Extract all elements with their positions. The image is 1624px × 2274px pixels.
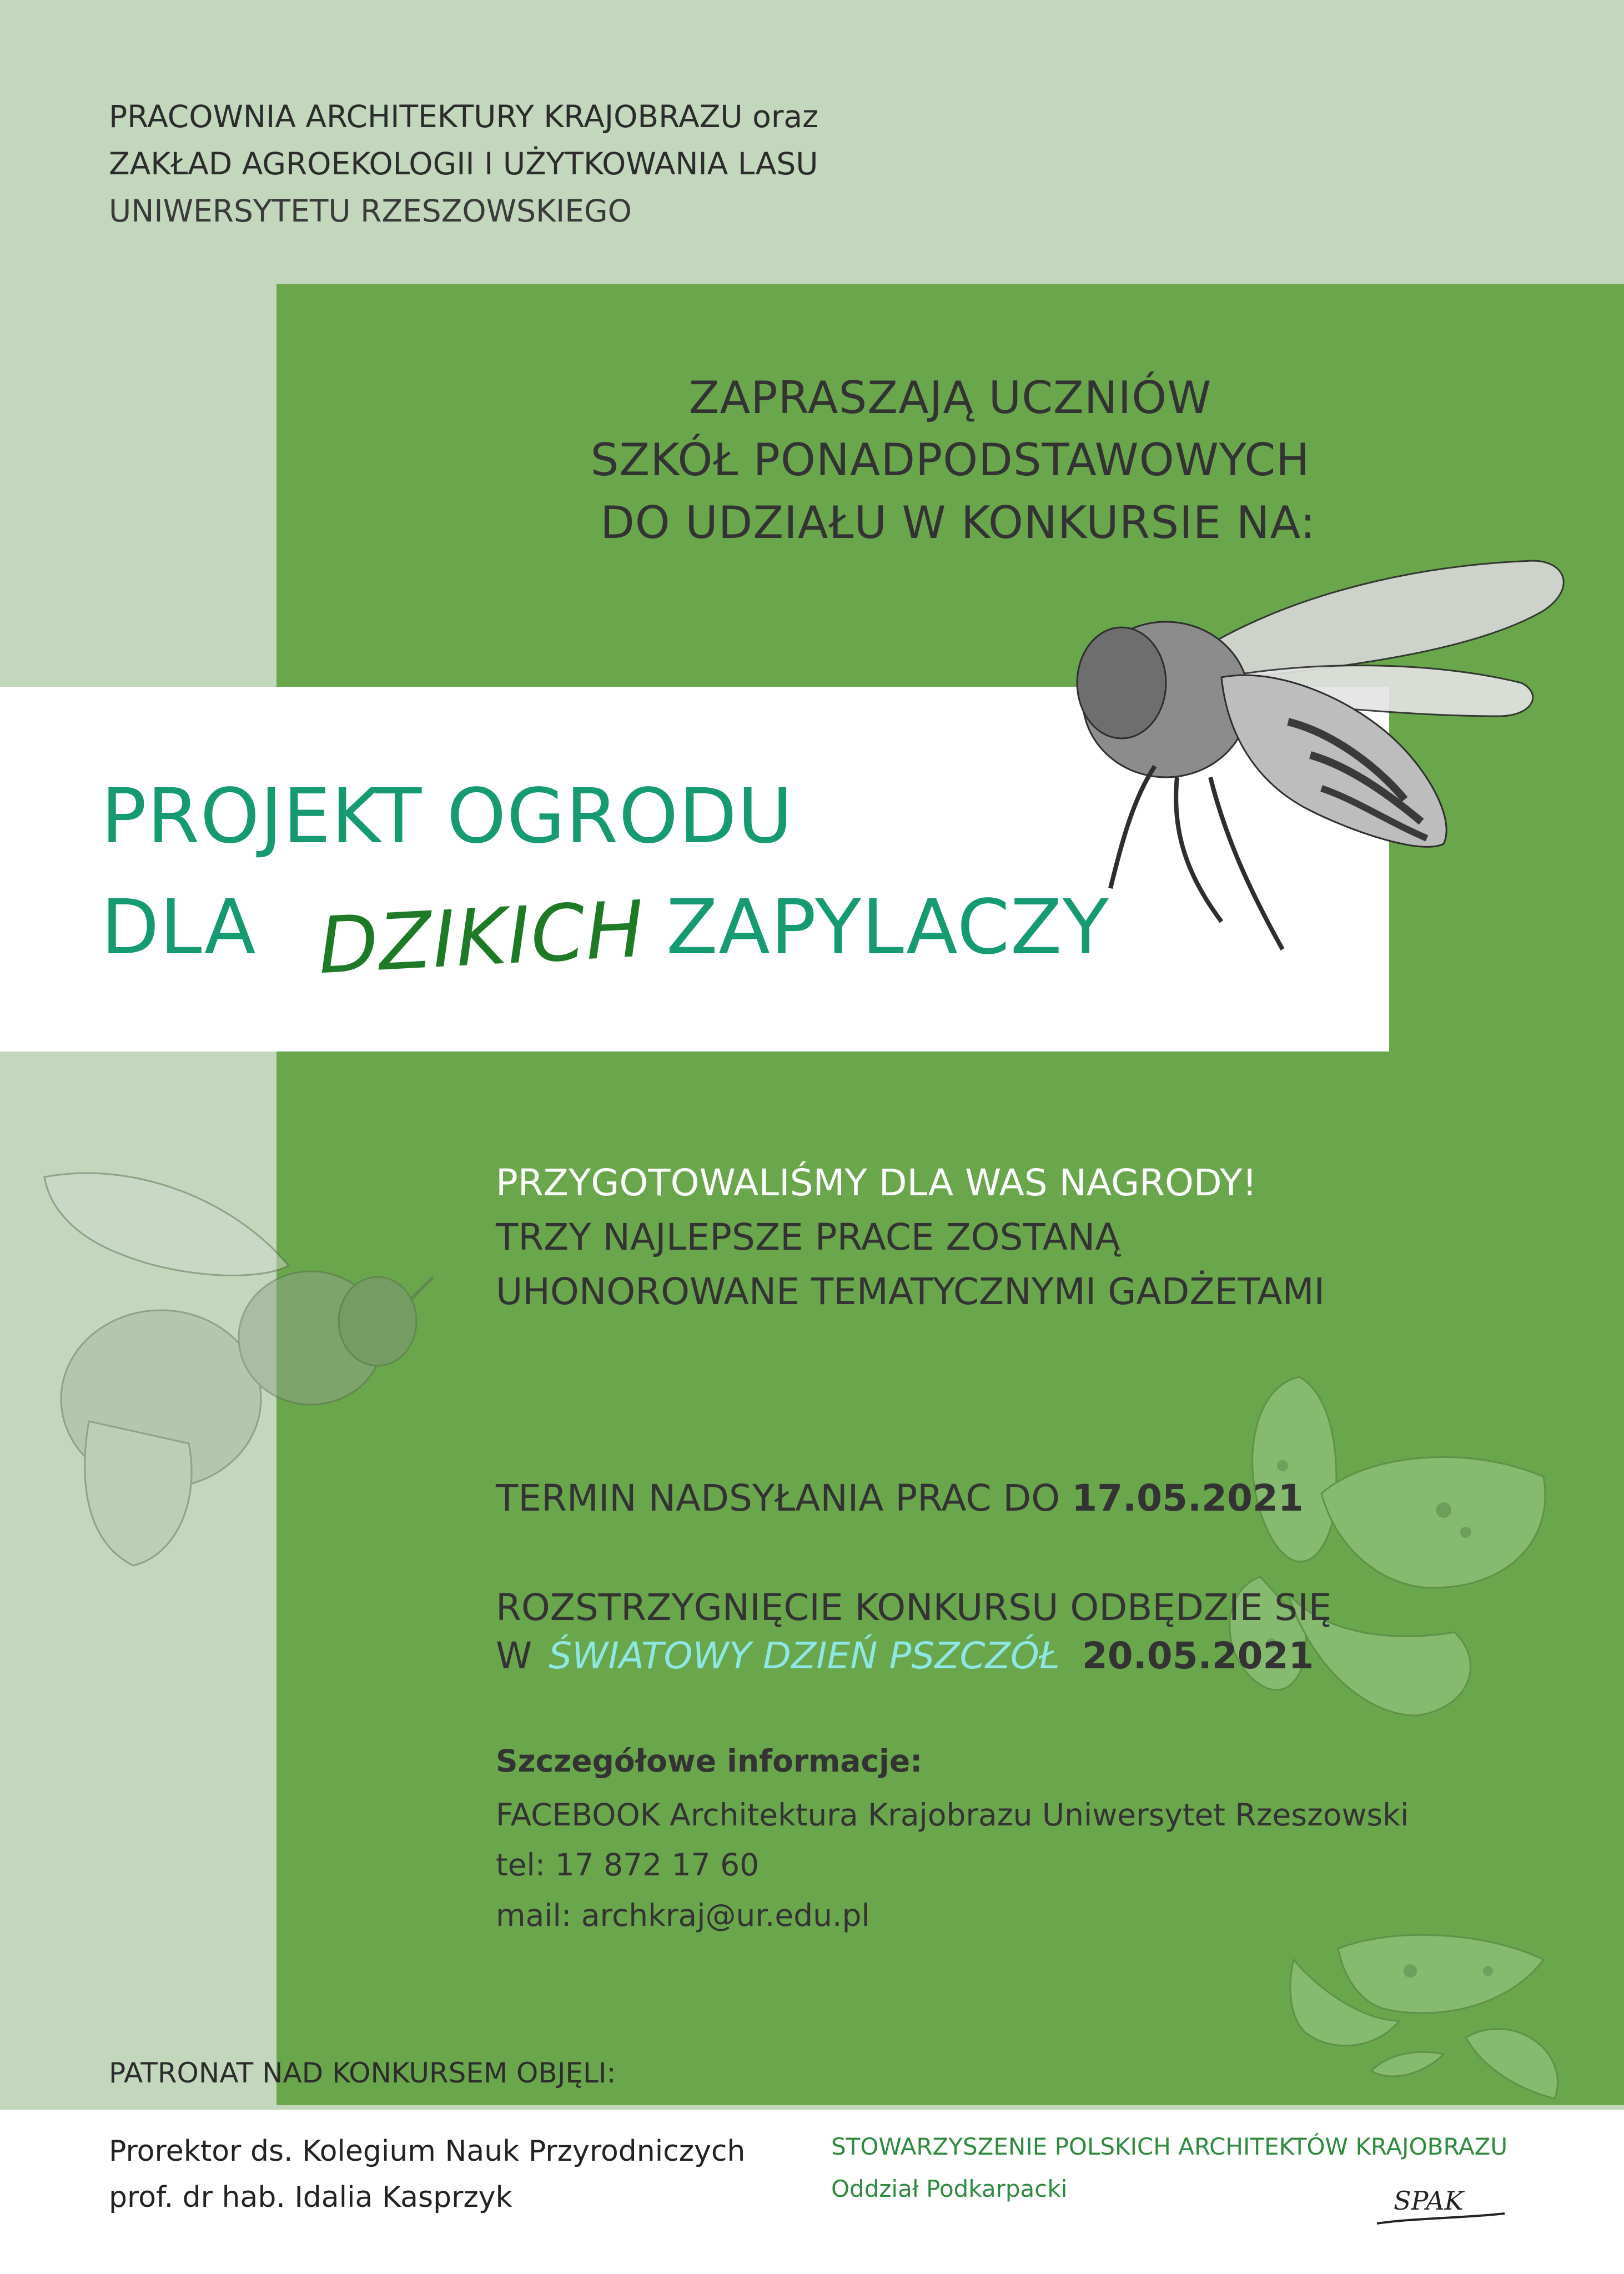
contest-title-line-2	[101, 882, 1109, 992]
contest-title-line-1: PROJEKT OGRODU	[101, 773, 793, 861]
association-name: STOWARZYSZENIE POLSKICH ARCHITEKTÓW KRAJOBRAZU	[831, 2133, 1508, 2160]
patronage-heading: PATRONAT NAD KONKURSEM OBJĘLI:	[109, 2057, 616, 2089]
butterfly-illustration-icon	[1155, 1355, 1577, 2104]
world-bee-day: ŚWIATOWY DZIEŃ PSZCZÓŁ	[549, 1634, 1060, 1677]
invitation-line-3: DO UDZIAŁU W KONKURSIE NA:	[600, 497, 1316, 549]
invitation-line-1: ZAPRASZAJĄ UCZNIÓW	[688, 372, 1212, 424]
contact-phone: tel: 17 872 17 60	[496, 1847, 760, 1883]
organizer-line-1: PRACOWNIA ARCHITEKTURY KRAJOBRAZU oraz	[109, 99, 818, 134]
contact-facebook: FACEBOOK Architektura Krajobrazu Uniwersytet Rzeszowski	[496, 1797, 1409, 1833]
organizer-line-3: UNIWERSYTETU RZESZOWSKIEGO	[109, 193, 632, 229]
results-line-1: ROZSTRZYGNIĘCIE KONKURSU ODBĘDZIE SIĘ	[496, 1586, 1332, 1629]
bumblebee-illustration-icon	[22, 1155, 444, 1577]
results-line-2	[496, 1634, 1314, 1677]
title-highlight: DZIKICH	[315, 884, 647, 992]
spak-logo	[1371, 2179, 1510, 2229]
bee-illustration-icon	[1044, 555, 1599, 1055]
deadline-date: 17.05.2021	[1072, 1477, 1304, 1520]
prizes-line-1: TRZY NAJLEPSZE PRACE ZOSTANĄ	[496, 1216, 1120, 1259]
prizes-headline: PRZYGOTOWALIŚMY DLA WAS NAGRODY!	[496, 1161, 1257, 1204]
patron-role: Prorektor ds. Kolegium Nauk Przyrodniczych	[109, 2135, 746, 2168]
deadline	[496, 1477, 1304, 1520]
patron-name: prof. dr hab. Idalia Kasprzyk	[109, 2181, 512, 2214]
organizer-line-2: ZAKŁAD AGROEKOLOGII I UŻYTKOWANIA LASU	[109, 146, 818, 182]
contact-heading: Szczegółowe informacje:	[496, 1743, 923, 1779]
title-suffix: ZAPYLACZY	[666, 884, 1109, 972]
prizes-line-2: UHONOROWANE TEMATYCZNYMI GADŻETAMI	[496, 1270, 1325, 1313]
invitation-line-2: SZKÓŁ PONADPODSTAWOWYCH	[590, 434, 1310, 486]
results-date: 20.05.2021	[1082, 1634, 1314, 1677]
title-prefix: DLA	[101, 884, 257, 972]
association-branch: Oddział Podkarpacki	[831, 2175, 1068, 2202]
deadline-label: TERMIN NADSYŁANIA PRAC DO	[496, 1477, 1060, 1520]
spak-logo-text: SPAK	[1394, 2186, 1464, 2216]
results-prefix: W	[496, 1634, 532, 1677]
contact-email: mail: archkraj@ur.edu.pl	[496, 1898, 870, 1933]
